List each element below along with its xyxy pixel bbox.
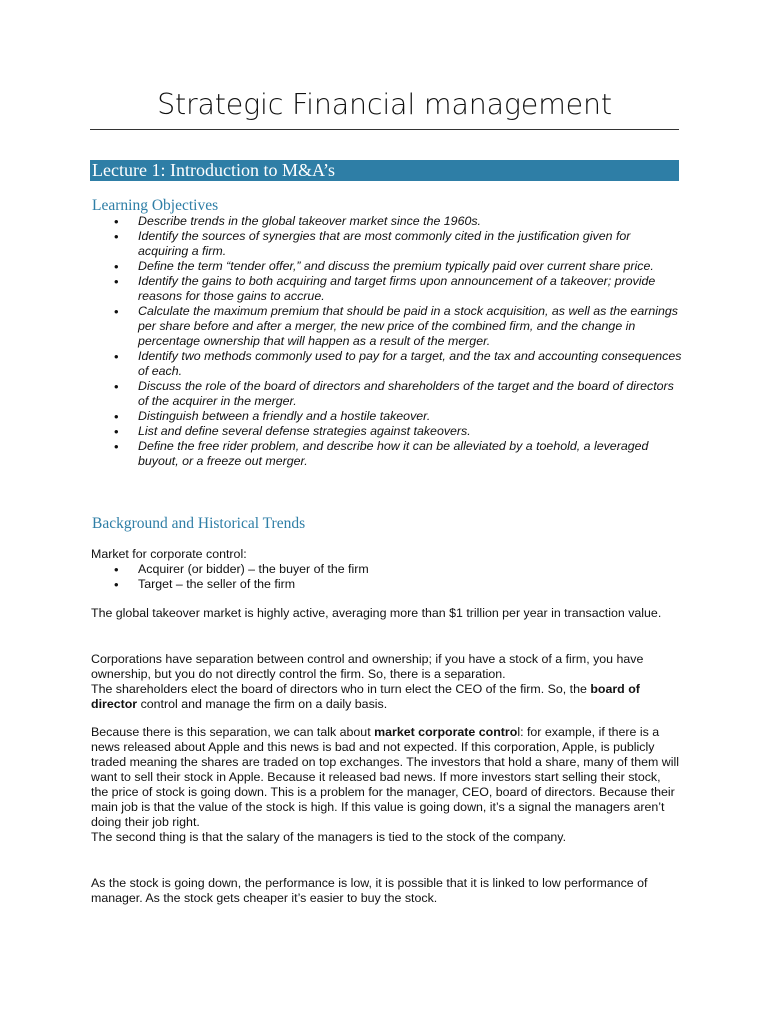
background-heading: Background and Historical Trends (92, 515, 306, 532)
market-control-pre: Because there is this separation, we can talk about (91, 725, 375, 739)
list-item: • Identify two methods commonly used to pay for a target, and the tax and accounting consequences of each. (138, 349, 683, 379)
list-item: • Define the free rider problem, and describe how it can be alleviated by a toehold, a leveraged buyout, or a freeze out merger. (138, 439, 683, 469)
learning-objectives-list (138, 214, 683, 469)
market-control-post: l: for example, if there is a news released about Apple and this news is bad and not expected. If this corporation, Apple, is publicly traded meaning the shares are traded on top exchanges. The investors that hold a share, many of them will want to sell their stock in Apple. Because it released bad news. If more investors start selling their stock, the price of stock is going down. This is a problem for the manager, CEO, board of directors. Because their main job is that the value of the stock is high. If this value is going down, it’s a signal the managers aren’t doing their job right. (91, 725, 679, 829)
title-divider (90, 129, 679, 130)
board-of-director-bold: board of director (91, 682, 640, 711)
list-item: • Target – the seller of the firm (138, 577, 678, 592)
stock-paragraph: As the stock is going down, the performance is low, it is possible that it is linked to low performance of manager. As the stock gets cheaper it’s easier to buy the stock. (91, 876, 648, 905)
list-item: • Distinguish between a friendly and a hostile takeover. (138, 409, 683, 424)
list-item: • Identify the gains to both acquiring and target firms upon announcement of a takeover; provide reasons for those gains to accrue. (138, 274, 683, 304)
market-control-bold: market corporate contro (374, 725, 518, 739)
list-item: • Acquirer (or bidder) – the buyer of the firm (138, 562, 678, 577)
market-control-paragraph (91, 725, 681, 845)
list-item: • Identify the sources of synergies that are most commonly cited in the justification given for acquiring a firm. (138, 229, 683, 259)
separation-text: Corporations have separation between control and ownership; if you have a stock of a firm, you have ownership, but you do not directly control the firm. So, there is a separation. (91, 652, 644, 681)
corporations-paragraph (91, 652, 681, 712)
board-text-post: control and manage the firm on a daily basis. (137, 697, 388, 711)
list-item: • Calculate the maximum premium that should be paid in a stock acquisition, as well as the earnings per share before and after a merger, the new price of the combined firm, and the change in percentage ownership that will happen as a result of the merger. (138, 304, 683, 349)
list-item: • Discuss the role of the board of directors and shareholders of the target and the board of directors of the acquirer in the merger. (138, 379, 683, 409)
list-item: • Describe trends in the global takeover market since the 1960s. (138, 214, 683, 229)
list-item: • List and define several defense strategies against takeovers. (138, 424, 683, 439)
document-title: Strategic Financial management (157, 88, 612, 121)
list-item: • Define the term “tender offer,” and discuss the premium typically paid over current share price. (138, 259, 683, 274)
market-control-text (91, 725, 681, 830)
board-text-pre: The shareholders elect the board of directors who in turn elect the CEO of the firm. So, the (91, 682, 591, 696)
learning-objectives-heading: Learning Objectives (92, 197, 219, 214)
board-text (91, 682, 681, 712)
market-intro: Market for corporate control: (91, 547, 247, 561)
global-market-paragraph: The global takeover market is highly active, averaging more than $1 trillion per year in transaction value. (91, 606, 662, 620)
lecture-heading: Lecture 1: Introduction to M&A’s (90, 160, 679, 181)
salary-text: The second thing is that the salary of the managers is tied to the stock of the company. (91, 830, 567, 844)
market-roles-list (138, 562, 678, 592)
